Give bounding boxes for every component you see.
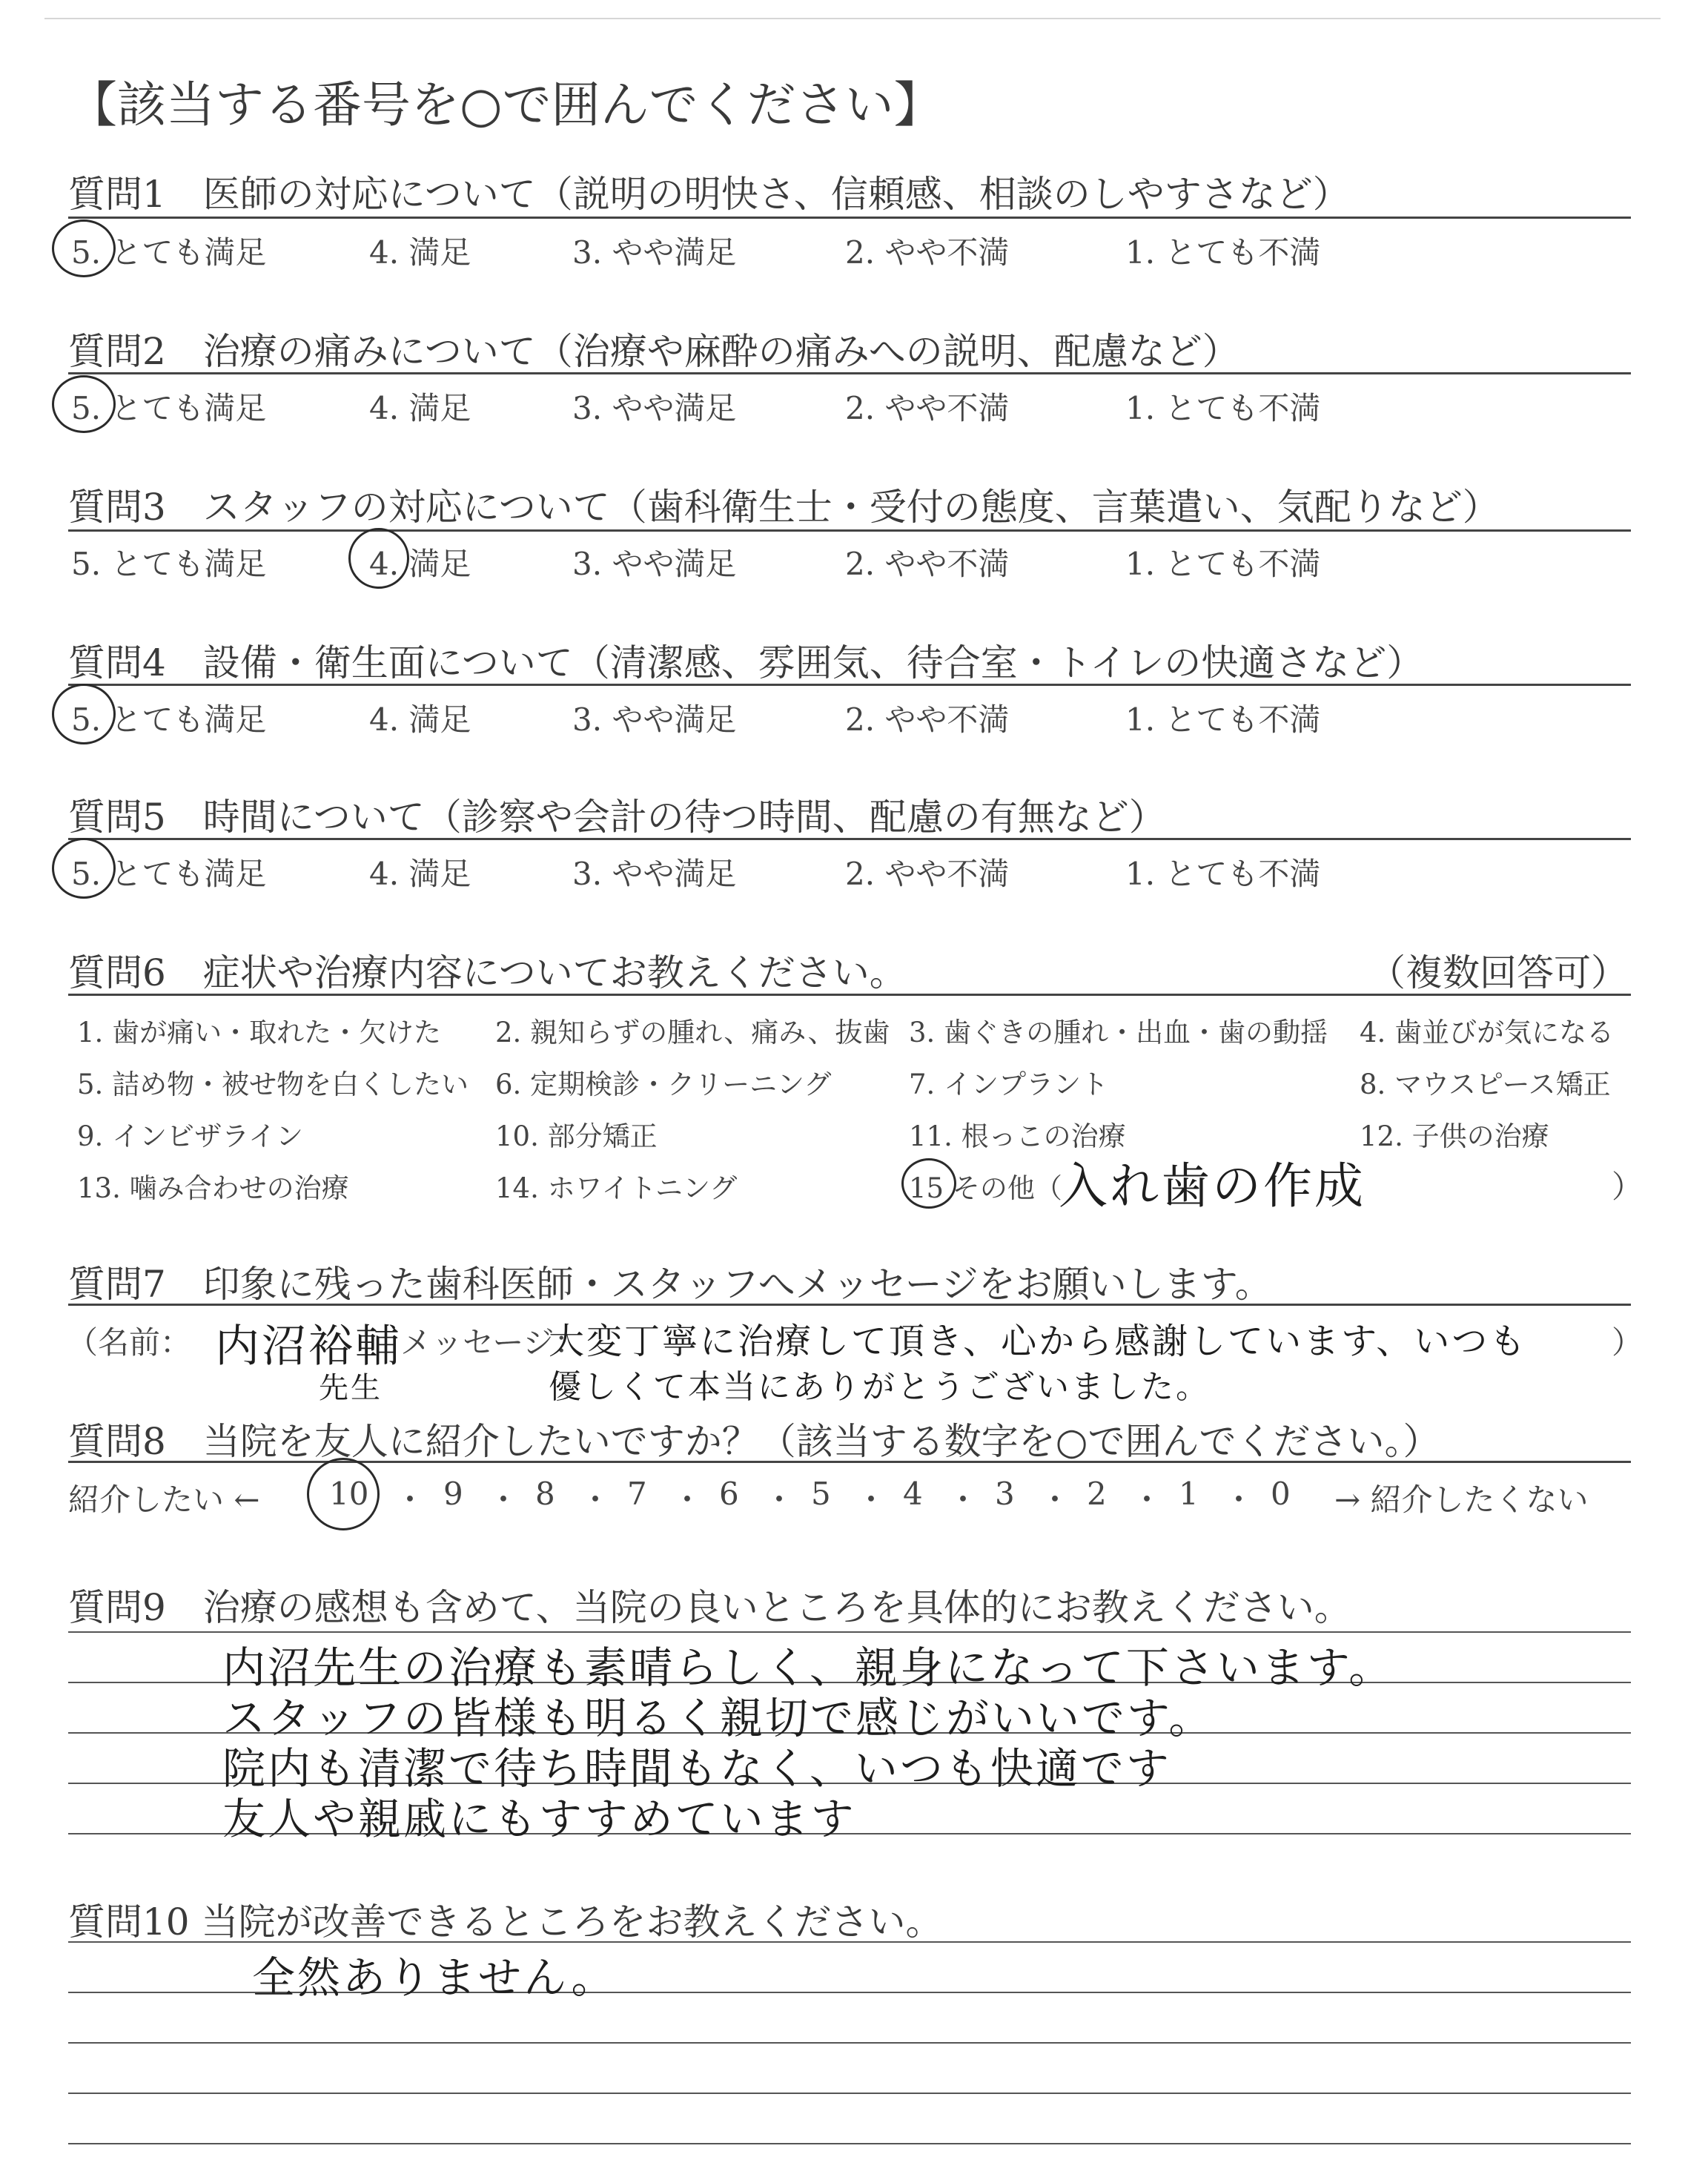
q6-item-14[interactable]: 14. ホワイトニング	[495, 1172, 738, 1204]
q8-sep: ・	[1223, 1482, 1255, 1518]
q3-option-2[interactable]: 2. やや不満	[845, 546, 1010, 582]
question-2-label: 質問2 治療の痛みについて（治療や麻酔の痛みへの説明、配慮など）	[68, 330, 1239, 373]
q3-option-1[interactable]: 1. とても不満	[1125, 546, 1321, 582]
q8-left-label: 紹介したい ←	[68, 1482, 260, 1518]
q8-scale-1[interactable]: 1	[1179, 1476, 1199, 1512]
q6-item-4[interactable]: 4. 歯並びが気になる	[1360, 1017, 1615, 1048]
q6-item-9[interactable]: 9. インビザライン	[77, 1120, 303, 1152]
q9-answer-line-1: 内沼先生の治療も素晴らしく、親身になって下さいます。	[222, 1642, 1394, 1693]
question-3-rule	[68, 529, 1631, 532]
q2-selection-circle	[52, 375, 116, 433]
question-8-label: 質問8 当院を友人に紹介したいですか？（該当する数字を○で囲んでください。）	[68, 1420, 1440, 1463]
q6-item-10[interactable]: 10. 部分矯正	[495, 1120, 658, 1152]
q1-option-2[interactable]: 2. やや不満	[845, 234, 1010, 271]
q3-option-4[interactable]: 4. 満足	[369, 546, 471, 582]
q8-scale-2[interactable]: 2	[1087, 1476, 1107, 1512]
q5-option-2[interactable]: 2. やや不満	[845, 856, 1010, 892]
q6-item-5[interactable]: 5. 詰め物・被せ物を白くしたい	[77, 1069, 469, 1100]
q8-sep: ・	[394, 1482, 426, 1518]
q5-option-3[interactable]: 3. やや満足	[572, 856, 737, 892]
top-edge-line	[44, 18, 1661, 19]
q7-close-paren: ）	[1612, 1324, 1644, 1361]
q1-option-3[interactable]: 3. やや満足	[572, 234, 737, 271]
q8-right-label: → 紹介したくない	[1334, 1482, 1589, 1518]
q7-name-handwritten: 内沼裕輔	[215, 1321, 402, 1373]
q2-option-5[interactable]: 5. とても満足	[71, 390, 267, 426]
q8-sep: ・	[1039, 1482, 1071, 1518]
q8-sep: ・	[947, 1482, 979, 1518]
q9-answer-line-4: 友人や親戚にもすすめています	[222, 1794, 856, 1844]
question-7-rule	[68, 1304, 1631, 1306]
q7-message-line-1: 大変丁寧に治療して頂き、心から感謝しています、いつも	[549, 1321, 1528, 1362]
q3-option-5[interactable]: 5. とても満足	[71, 546, 267, 582]
q1-option-1[interactable]: 1. とても不満	[1125, 234, 1321, 271]
q8-sep: ・	[855, 1482, 887, 1518]
q8-scale-8[interactable]: 8	[535, 1476, 555, 1512]
q8-scale-0[interactable]: 0	[1271, 1476, 1291, 1512]
q4-option-2[interactable]: 2. やや不満	[845, 701, 1010, 738]
question-6-note: （複数回答可）	[1368, 951, 1628, 994]
q8-scale-9[interactable]: 9	[443, 1476, 463, 1512]
q4-option-5[interactable]: 5. とても満足	[71, 701, 267, 738]
q6-item-11[interactable]: 11. 根っこの治療	[909, 1120, 1126, 1152]
q5-option-1[interactable]: 1. とても不満	[1125, 856, 1321, 892]
q7-name-label: （名前：	[67, 1324, 192, 1361]
q6-item-12[interactable]: 12. 子供の治療	[1360, 1120, 1549, 1152]
q7-name-suffix-handwritten: 先生	[319, 1371, 383, 1405]
q10-line-5	[68, 2143, 1631, 2144]
question-5-label: 質問5 時間について（診察や会計の待つ時間、配慮の有無など）	[68, 796, 1166, 839]
q6-other-close-paren: ）	[1612, 1169, 1644, 1205]
q8-sep: ・	[1131, 1482, 1163, 1518]
q6-item-15[interactable]: 15 その他（	[909, 1172, 1062, 1204]
q6-item-7[interactable]: 7. インプラント	[909, 1069, 1109, 1100]
q7-message-label: メッセージ：	[400, 1324, 586, 1361]
q6-item-6[interactable]: 6. 定期検診・クリーニング	[495, 1069, 832, 1100]
q8-scale-10[interactable]: 10	[329, 1476, 369, 1512]
question-1-rule	[68, 217, 1631, 219]
q8-sep: ・	[488, 1482, 520, 1518]
q3-option-3[interactable]: 3. やや満足	[572, 546, 737, 582]
q2-option-2[interactable]: 2. やや不満	[845, 390, 1010, 426]
q2-option-3[interactable]: 3. やや満足	[572, 390, 737, 426]
q8-scale-7[interactable]: 7	[627, 1476, 647, 1512]
q8-sep: ・	[580, 1482, 612, 1518]
q10-answer: 全然ありません。	[252, 1952, 617, 2003]
question-8-rule	[68, 1461, 1631, 1463]
question-7-label: 質問7 印象に残った歯科医師・スタッフへメッセージをお願いします。	[68, 1263, 1272, 1306]
q8-scale-6[interactable]: 6	[719, 1476, 739, 1512]
question-4-label: 質問4 設備・衛生面について（清潔感、雰囲気、待合室・トイレの快適さなど）	[68, 641, 1424, 684]
q4-selection-circle	[52, 684, 116, 744]
q2-option-1[interactable]: 1. とても不満	[1125, 390, 1321, 426]
q8-sep: ・	[764, 1482, 795, 1518]
q9-answer-line-3: 院内も清潔で待ち時間もなく、いつも快適です	[222, 1743, 1171, 1794]
q10-line-4	[68, 2093, 1631, 2094]
q6-item-13[interactable]: 13. 噛み合わせの治療	[77, 1172, 349, 1204]
q8-scale-5[interactable]: 5	[811, 1476, 831, 1512]
q6-item-8[interactable]: 8. マウスピース矯正	[1360, 1069, 1611, 1100]
page-title: 【該当する番号を○で囲んでください】	[68, 76, 943, 133]
question-6-label: 質問6 症状や治療内容についてお教えください。	[68, 951, 907, 994]
q6-item-2[interactable]: 2. 親知らずの腫れ、痛み、抜歯	[495, 1017, 890, 1048]
q8-selection-circle	[307, 1458, 380, 1530]
q5-option-5[interactable]: 5. とても満足	[71, 856, 267, 892]
q4-option-1[interactable]: 1. とても不満	[1125, 701, 1321, 738]
q2-option-4[interactable]: 4. 満足	[369, 390, 471, 426]
question-5-rule	[68, 838, 1631, 840]
q5-option-4[interactable]: 4. 満足	[369, 856, 471, 892]
question-9-label: 質問9 治療の感想も含めて、当院の良いところを具体的にお教えください。	[68, 1586, 1351, 1629]
question-2-rule	[68, 372, 1631, 374]
q9-answer-line-2: スタッフの皆様も明るく親切で感じがいいです。	[222, 1693, 1214, 1743]
q8-sep: ・	[672, 1482, 704, 1518]
q1-option-5[interactable]: 5. とても満足	[71, 234, 267, 271]
q6-item-3[interactable]: 3. 歯ぐきの腫れ・出血・歯の動揺	[909, 1017, 1328, 1048]
q5-selection-circle	[52, 838, 116, 899]
q4-option-3[interactable]: 3. やや満足	[572, 701, 737, 738]
q1-option-4[interactable]: 4. 満足	[369, 234, 471, 271]
question-10-label: 質問10 当院が改善できるところをお教えください。	[68, 1900, 943, 1943]
q6-item-1[interactable]: 1. 歯が痛い・取れた・欠けた	[77, 1017, 442, 1048]
q3-selection-circle	[348, 528, 409, 589]
q4-option-4[interactable]: 4. 満足	[369, 701, 471, 738]
question-6-rule	[68, 994, 1631, 996]
question-3-label: 質問3 スタッフの対応について（歯科衛生士・受付の態度、言葉遣い、気配りなど）	[68, 486, 1500, 529]
q1-selection-circle	[52, 219, 116, 277]
question-1-label: 質問1 医師の対応について（説明の明快さ、信頼感、相談のしやすさなど）	[68, 173, 1350, 216]
q10-line-3	[68, 2042, 1631, 2044]
q8-scale-4[interactable]: 4	[903, 1476, 923, 1512]
q6-item-15-selection-circle	[901, 1158, 956, 1209]
q6-other-handwritten: 入れ歯の作成	[1059, 1157, 1366, 1215]
question-4-rule	[68, 684, 1631, 686]
q7-message-line-2: 優しくて本当にありがとうございました。	[549, 1368, 1211, 1406]
q8-scale-3[interactable]: 3	[995, 1476, 1015, 1512]
